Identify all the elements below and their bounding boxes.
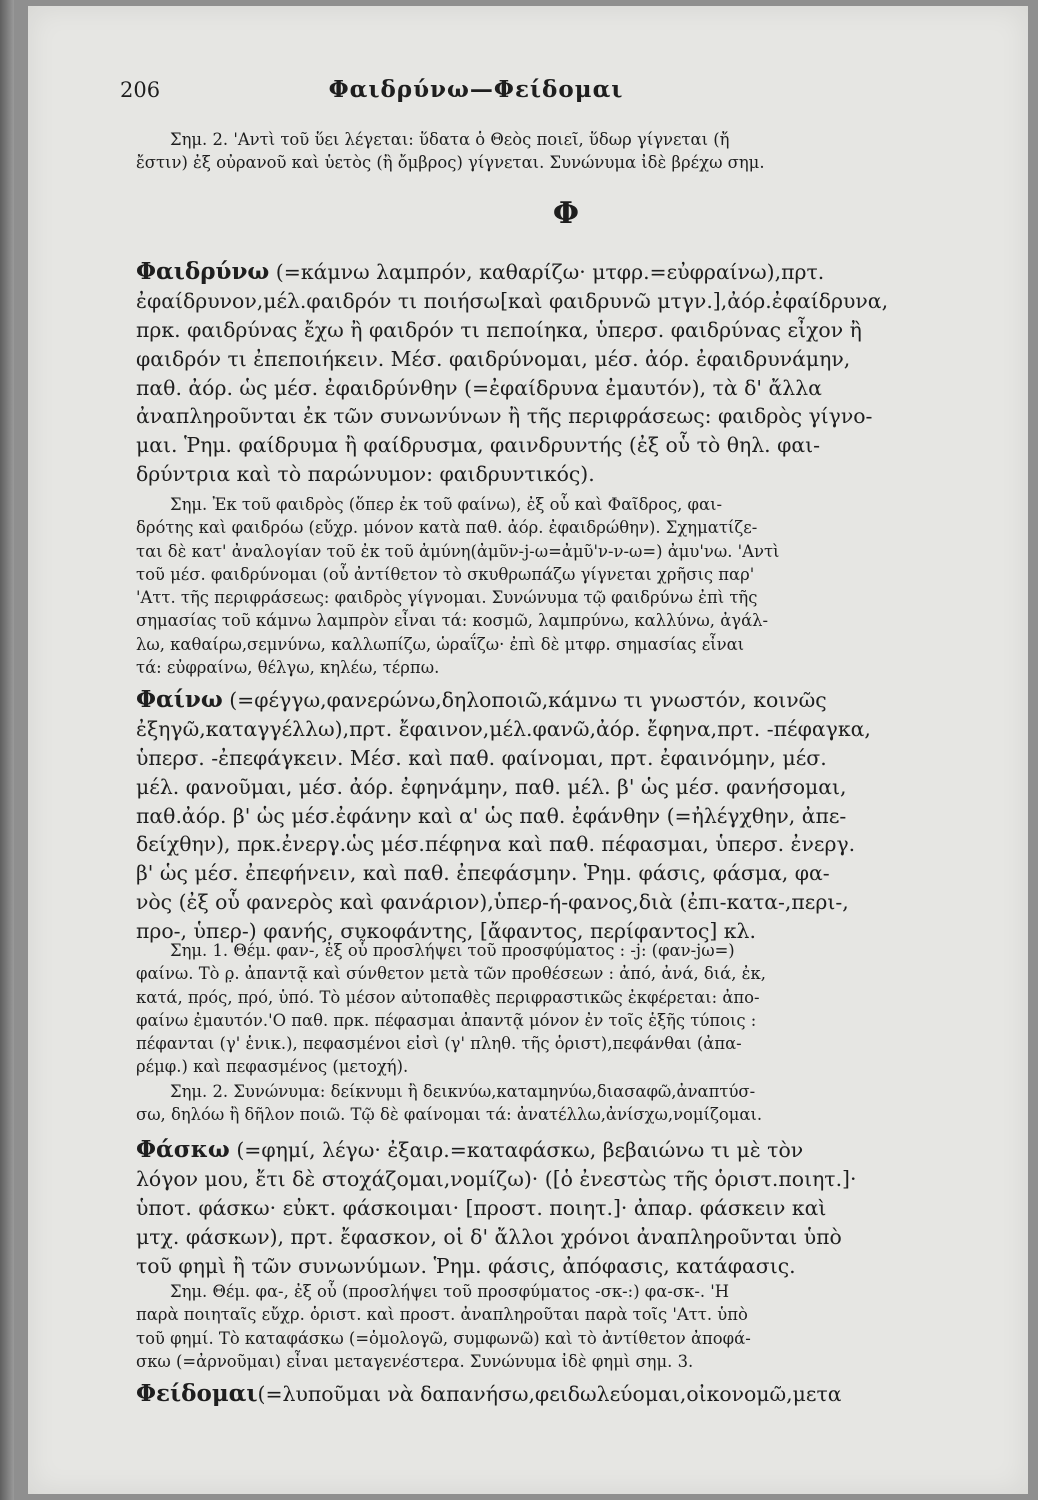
book-page: [28, 6, 1028, 1494]
entry-line: δρύντρια καὶ τὸ παρώνυμον: φαιδρυντικός).: [136, 462, 595, 487]
section-letter-heading: Φ: [552, 196, 580, 231]
entry-line: μέλ. φανοῦμαι, μέσ. ἀόρ. ἐφηνάμην, παθ. μέλ. β' ὡς μέσ. φανήσομαι,: [136, 774, 847, 799]
note-line: φαίνω ἐμαυτόν.'Ο παθ. πρκ. πέφασμαι ἀπαντᾷ μόνον ἐν τοῖς ἑξῆς τύποις :: [136, 1010, 757, 1030]
entry-line: [136, 258, 996, 287]
entry-line: β' ὡς μέσ. ἐπεφήνειν, καὶ παθ. ἐπεφάσμην. Ῥημ. φάσις, φάσμα, φα-: [136, 861, 830, 886]
note-line: λω, καθαίρω,σεμνύνω, καλλωπίζω, ὡραΐζω· ἐπὶ δὲ μτφρ. σημασίας εἶναι: [136, 634, 745, 654]
entry-line: φαιδρόν τι ἐπεποιήκειν. Μέσ. φαιδρύνομαι, μέσ. ἀόρ. ἐφαιδρυνάμην,: [136, 346, 851, 371]
note-block: [136, 493, 996, 679]
entry-line: [136, 1136, 996, 1165]
entry-line: λόγον μου, ἔτι δὲ στοχάζομαι,νομίζω)· ([ὁ ἐνεστὼς τῆς ὁριστ.ποιητ.]·: [136, 1166, 857, 1191]
note-line: δρότης καὶ φαιδρόω (εὔχρ. μόνον κατὰ παθ. ἀόρ. ἐφαιδρώθην). Σχηματίζε-: [136, 518, 758, 538]
note-line: τοῦ φημί. Τὸ καταφάσκω (=ὁμολογῶ, συμφωνῶ) καὶ τὸ ἀντίθετον ἀποφά-: [136, 1328, 751, 1348]
note-line: ἔστιν) ἐξ οὐρανοῦ καὶ ὑετὸς (ἢ ὄμβρος) γίγνεται. Συνώνυμα ἰδὲ βρέχω σημ.: [136, 153, 765, 173]
note-line: τά: εὐφραίνω, θέλγω, κηλέω, τέρπω.: [136, 658, 440, 678]
entry-line: [136, 1380, 996, 1409]
entry-line: δείχθην), πρκ.ἐνεργ.ὡς μέσ.πέφηνα καὶ παθ. πέφασμαι, ὑπερσ. ἐνεργ.: [136, 832, 856, 857]
running-title: Φαιδρύνω—Φείδομαι: [328, 76, 624, 103]
entry-text: (=λυποῦμαι νὰ δαπανήσω,φειδωλεύομαι,οἰκονομῶ,μετα: [257, 1382, 842, 1406]
note-line: φαίνω. Τὸ ρ̣. ἀπαντᾷ καὶ σύνθετον μετὰ τῶν προθέσεων : ἀπό, ἀνά, διά, ἐκ,: [136, 964, 766, 984]
dictionary-entry: [136, 1380, 996, 1409]
entry-headword: Φείδομαι: [136, 1380, 258, 1407]
entry-text: (=κάμνω λαμπρόν, καθαρίζω· μτφρ.=εὐφραίνω),πρτ.: [269, 260, 825, 284]
note-line: πέφανται (γ' ἑνικ.), πεφασμένοι εἰσὶ (γ' πληθ. τῆς ὁριστ),πεφάνθαι (ἀπα-: [136, 1034, 742, 1054]
dictionary-entry: [136, 1136, 996, 1280]
dictionary-entry: [136, 686, 996, 946]
note-line: ται δὲ κατ' ἀναλογίαν τοῦ ἐκ τοῦ ἀμύνη(ἀμῦν-j-ω=ἀμῦ'ν-ν-ω=) ἀμυ'νω. 'Αντὶ: [136, 541, 780, 561]
note-line: Σημ. Ἐκ τοῦ φαιδρὸς (ὅπερ ἐκ τοῦ φαίνω), ἐξ οὗ καὶ Φαῖδρος, φαι-: [170, 495, 723, 514]
entry-text: (=φέγγω,φανερώνω,δηλοποιῶ,κάμνω τι γνωστόν, κοινῶς: [222, 688, 827, 712]
note-line: ρέμφ.) καὶ πεφασμένος (μετοχή).: [136, 1057, 409, 1077]
entry-line: ὑπερσ. -ἐπεφάγκειν. Μέσ. καὶ παθ. φαίνομαι, πρτ. ἐφαινόμην, μέσ.: [136, 745, 827, 770]
note-line: 'Αττ. τῆς περιφράσεως: φαιδρὸς γίγνομαι. Συνώνυμα τῷ φαιδρύνω ἐπὶ τῆς: [136, 588, 758, 608]
entry-line: πρκ. φαιδρύνας ἔχω ἢ φαιδρόν τι πεποίηκα, ὑπερσ. φαιδρύνας εἶχον ἢ: [136, 317, 862, 342]
note-line: Σημ. Θέμ. φα-, ἐξ οὗ (προσλήψει τοῦ προσφύματος -σκ-:) φα-σκ-. 'Η: [170, 1282, 730, 1301]
note-line: Σημ. 2. 'Αντὶ τοῦ ὕει λέγεται: ὕδατα ὁ Θεὸς ποιεῖ, ὕδωρ γίγνεται (ἤ: [170, 130, 730, 149]
note-line: σημασίας τοῦ κάμνω λαμπρὸν εἶναι τά: κοσμῶ, λαμπρύνω, καλλύνω, ἀγάλ-: [136, 611, 769, 631]
note-block: [136, 1080, 996, 1127]
entry-line: ἀναπληροῦνται ἐκ τῶν συνωνύνων ἢ τῆς περιφράσεως: φαιδρὸς γίγνο-: [136, 404, 873, 429]
entry-line: μαι. Ῥημ. φαίδρυμα ἢ φαίδρυσμα, φαινδρυντής (ἐξ οὗ τὸ θηλ. φαι-: [136, 433, 821, 458]
entry-line: νὸς (ἐξ οὗ φανερὸς καὶ φανάριον),ὑπερ-ή-φανος,διὰ (ἐπι-κατα-,περι-,: [136, 890, 849, 915]
entry-line: προ-, ὑπερ-) φανής, συκοφάντης, [ἄφαντος, περίφαντος] κλ.: [136, 919, 756, 944]
note-line: παρὰ ποιηταῖς εὔχρ. ὁριστ. καὶ προστ. ἀναπληροῦται παρὰ τοῖς 'Αττ. ὑπὸ: [136, 1305, 748, 1325]
running-header: [120, 76, 996, 116]
note-line: Σημ. 2. Συνώνυμα: δείκνυμι ἢ δεικνύω,καταμηνύω,διασαφῶ,ἀναπτύσ-: [170, 1082, 756, 1101]
entry-line: τοῦ φημὶ ἢ τῶν συνωνύμων. Ῥημ. φάσις, ἀπόφασις, κατάφασις.: [136, 1253, 796, 1278]
page-number: 206: [120, 78, 161, 102]
note-line: Σημ. 1. Θέμ. φαν-, ἐξ οὗ προσλήψει τοῦ προσφύματος : -j: (φαν-jω=): [170, 941, 735, 960]
note-line: σκω (=ἀρνοῦμαι) εἶναι μεταγενέστερα. Συνώνυμα ἰδὲ φημὶ σημ. 3.: [136, 1351, 694, 1371]
note-line: τοῦ μέσ. φαιδρύνομαι (οὗ ἀντίθετον τὸ σκυθρωπάζω γίγνεται χρῆσις παρ': [136, 564, 755, 584]
dictionary-entry: [136, 258, 996, 489]
entry-line: [136, 686, 996, 715]
note-line: κατά, πρός, πρό, ὑπό. Τὸ μέσον αὐτοπαθὲς περιφραστικῶς ἐκφέρεται: ἀπο-: [136, 987, 760, 1007]
entry-headword: Φαιδρύνω: [136, 258, 270, 285]
note-block: [136, 128, 996, 175]
scan-left-edge: [0, 0, 14, 1500]
entry-line: ἐφαίδρυνον,μέλ.φαιδρόν τι ποιήσω[καὶ φαιδρυνῶ μτγν.],ἀόρ.ἐφαίδρυνα,: [136, 288, 889, 313]
entry-line: παθ. ἀόρ. ὡς μέσ. ἐφαιδρύνθην (=ἐφαίδρυνα ἐμαυτόν), τὰ δ' ἄλλα: [136, 375, 822, 400]
entry-headword: Φαίνω: [136, 686, 223, 713]
note-block: [136, 1280, 996, 1373]
note-line: σω, δηλόω ἢ δῆλον ποιῶ. Τῷ δὲ φαίνομαι τά: ἀνατέλλω,ἀνίσχω,νομίζομαι.: [136, 1105, 763, 1125]
entry-line: μτχ. φάσκων), πρτ. ἔφασκον, οἱ δ' ἄλλοι χρόνοι ἀναπληροῦνται ὑπὸ: [136, 1224, 842, 1249]
entry-line: παθ.ἀόρ. β' ὡς μέσ.ἐφάνην καὶ α' ὡς παθ. ἐφάνθην (=ἠλέγχθην, ἀπε-: [136, 803, 847, 828]
entry-line: ὑποτ. φάσκω· εὐκτ. φάσκοιμαι· [προστ. ποιητ.]· ἀπαρ. φάσκειν καὶ: [136, 1195, 827, 1220]
entry-line: ἐξηγῶ,καταγγέλλω),πρτ. ἔφαινον,μέλ.φανῶ,ἀόρ. ἔφηνα,πρτ. -πέφαγκα,: [136, 716, 871, 741]
entry-headword: Φάσκω: [136, 1136, 230, 1163]
note-block: [136, 939, 996, 1079]
entry-text: (=φημί, λέγω· ἐξαιρ.=καταφάσκω, βεβαιώνω τι μὲ τὸν: [229, 1138, 804, 1162]
